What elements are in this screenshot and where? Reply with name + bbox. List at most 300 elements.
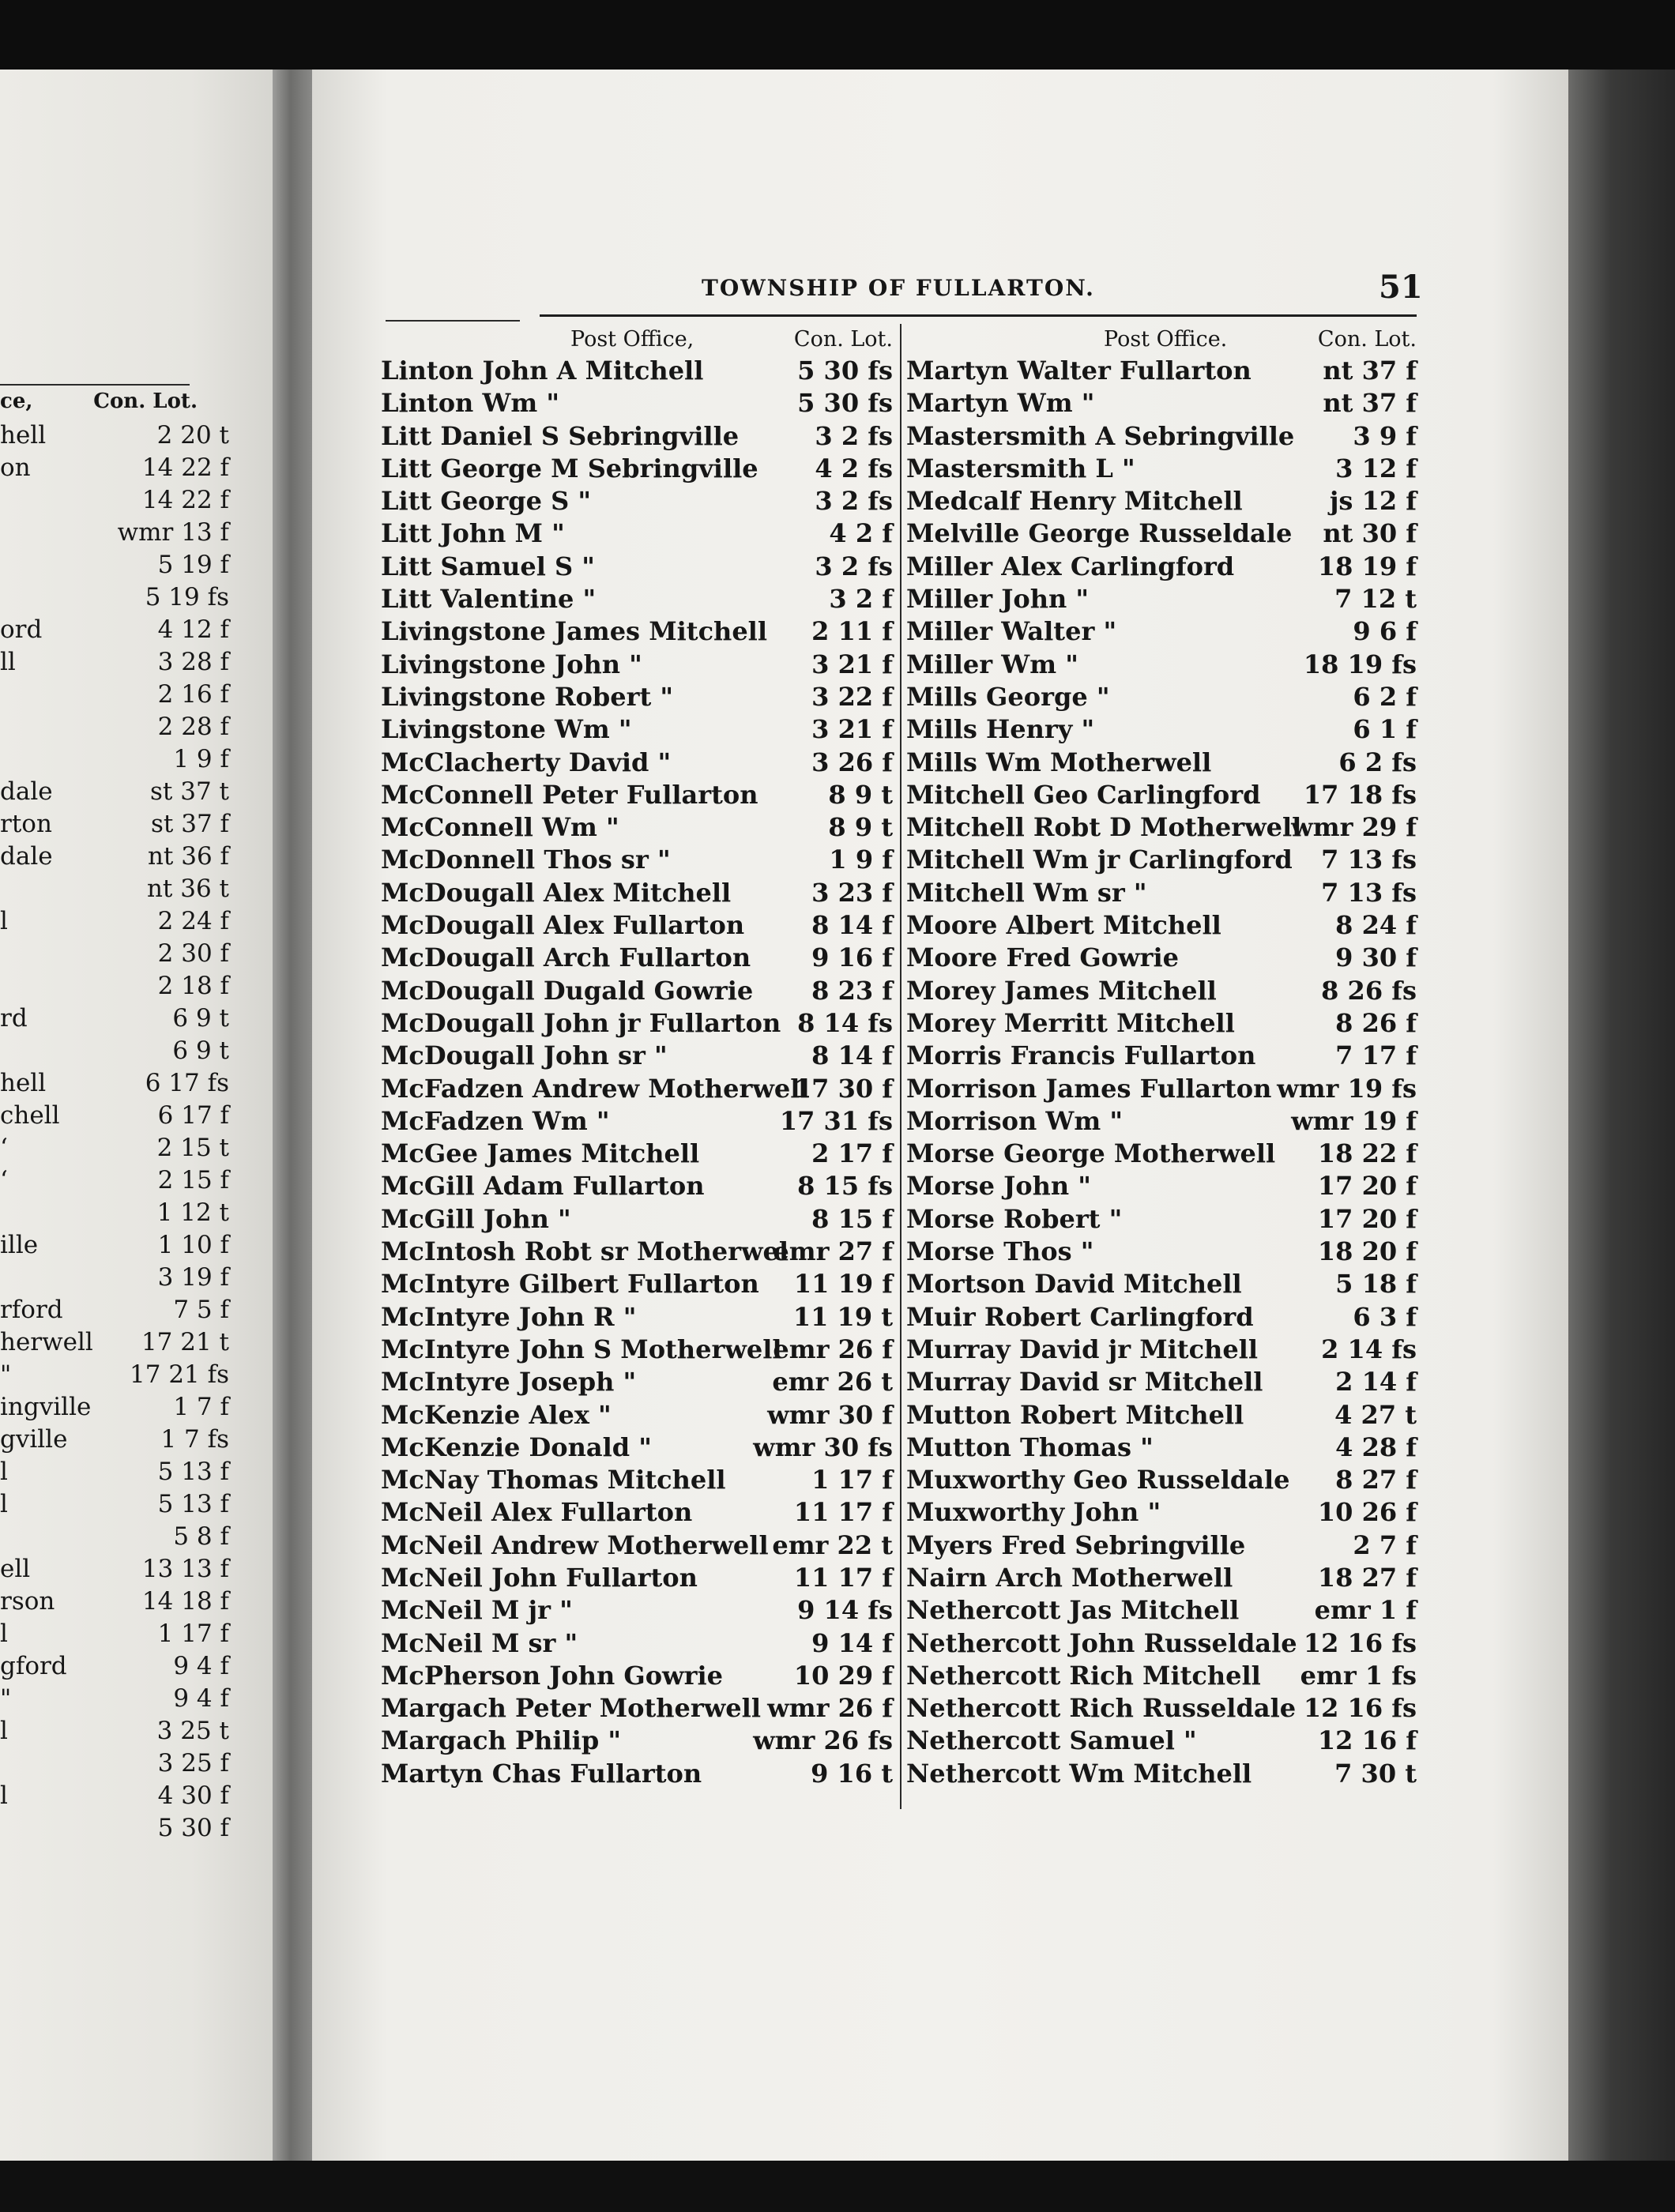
entry-con-lot: emr 26 t bbox=[772, 1367, 893, 1398]
entry-con-lot: 3 12 f bbox=[1335, 453, 1417, 483]
directory-entry bbox=[906, 584, 1417, 616]
entry-con-lot: 2 30 f bbox=[157, 939, 229, 968]
entry-con-lot: wmr 26 f bbox=[767, 1693, 893, 1724]
left-page-row bbox=[0, 1587, 229, 1620]
entry-con-lot: 4 27 t bbox=[1334, 1399, 1417, 1430]
entry-con-lot: 3 25 t bbox=[156, 1717, 229, 1745]
entry-fragment: ingville bbox=[0, 1393, 92, 1421]
entry-fragment: chell bbox=[0, 1101, 60, 1130]
directory-entry bbox=[906, 1400, 1417, 1432]
directory-entry bbox=[906, 1302, 1417, 1334]
entry-name: Muir Robert Carlingford bbox=[906, 1301, 1254, 1332]
entry-fragment: on bbox=[0, 453, 31, 482]
directory-entry bbox=[906, 1367, 1417, 1399]
directory-entry bbox=[906, 1595, 1417, 1627]
entry-con-lot: 3 9 f bbox=[1353, 420, 1417, 451]
left-page-row bbox=[0, 1620, 229, 1652]
entry-fragment: dale bbox=[0, 842, 53, 871]
con-lot-header: Con. Lot. bbox=[1317, 327, 1417, 352]
left-page-row bbox=[0, 1781, 229, 1814]
entry-name: Miller Walter " bbox=[906, 616, 1117, 647]
left-page-row bbox=[0, 1555, 229, 1587]
directory-entry bbox=[906, 714, 1417, 747]
entry-name: Melville George Russeldale bbox=[906, 518, 1293, 549]
entry-fragment: l bbox=[0, 1781, 8, 1810]
entry-con-lot: 11 19 t bbox=[792, 1301, 893, 1332]
entry-con-lot: emr 1 fs bbox=[1300, 1660, 1417, 1691]
entry-con-lot: 6 17 fs bbox=[145, 1069, 229, 1097]
entry-name: Mastersmith A Sebringville bbox=[906, 420, 1295, 451]
post-office-header: Post Office. bbox=[1104, 327, 1228, 352]
directory-entry bbox=[906, 1236, 1417, 1269]
entry-con-lot: 1 7 fs bbox=[160, 1425, 229, 1454]
directory-entry bbox=[906, 1432, 1417, 1465]
directory-entry bbox=[906, 1008, 1417, 1040]
directory-entry bbox=[381, 1693, 893, 1725]
directory-entry bbox=[381, 1138, 893, 1171]
entry-con-lot: 17 20 f bbox=[1317, 1203, 1417, 1234]
directory-entry bbox=[381, 878, 893, 910]
directory-entry bbox=[381, 1595, 893, 1627]
entry-con-lot: 7 17 f bbox=[1335, 1040, 1417, 1071]
directory-entry bbox=[381, 421, 893, 453]
entry-fragment: ‘ bbox=[0, 1134, 8, 1162]
entry-con-lot: nt 37 f bbox=[1323, 388, 1417, 419]
book-page-edge bbox=[1568, 70, 1675, 2161]
entry-con-lot: 17 21 t bbox=[141, 1328, 229, 1356]
entry-name: McFadzen Andrew Motherwell bbox=[381, 1073, 810, 1104]
directory-entry bbox=[381, 910, 893, 942]
left-page-row bbox=[0, 648, 229, 680]
entry-fragment: rton bbox=[0, 810, 52, 838]
entry-name: Morey James Mitchell bbox=[906, 975, 1217, 1006]
directory-entry bbox=[381, 1008, 893, 1040]
entry-con-lot: 9 16 t bbox=[811, 1758, 893, 1789]
entry-con-lot: wmr 19 f bbox=[1291, 1105, 1417, 1136]
column-header bbox=[906, 327, 1417, 356]
entry-name: Margach Peter Motherwell bbox=[381, 1693, 761, 1724]
left-page-row bbox=[0, 453, 229, 486]
left-page-row bbox=[0, 1425, 229, 1458]
left-page-row bbox=[0, 1684, 229, 1717]
entry-con-lot: 5 8 f bbox=[173, 1522, 229, 1551]
directory-entry bbox=[906, 1106, 1417, 1138]
entry-con-lot: 11 19 f bbox=[793, 1269, 893, 1300]
entry-name: McNeil M jr " bbox=[381, 1595, 573, 1626]
entry-con-lot: 8 15 fs bbox=[797, 1171, 893, 1202]
entry-con-lot: 6 2 f bbox=[1353, 681, 1417, 712]
entry-name: McIntyre John S Motherwell bbox=[381, 1334, 782, 1364]
directory-entry bbox=[381, 1367, 893, 1399]
directory-entry bbox=[906, 1530, 1417, 1563]
entry-name: Livingstone Wm " bbox=[381, 714, 632, 745]
left-page-row bbox=[0, 1749, 229, 1781]
directory-entry bbox=[381, 551, 893, 584]
directory-entry bbox=[381, 1074, 893, 1106]
entry-name: Nairn Arch Motherwell bbox=[906, 1562, 1233, 1593]
entry-con-lot: 8 26 f bbox=[1335, 1007, 1417, 1038]
entry-name: McNeil M sr " bbox=[381, 1627, 578, 1658]
directory-entry bbox=[381, 845, 893, 877]
entry-name: Nethercott Rich Russeldale bbox=[906, 1693, 1297, 1724]
directory-entry bbox=[381, 486, 893, 518]
directory-entry bbox=[906, 747, 1417, 780]
entry-con-lot: 4 28 f bbox=[1335, 1431, 1417, 1462]
entry-con-lot: 1 10 f bbox=[157, 1231, 229, 1259]
entry-con-lot: 10 26 f bbox=[1317, 1497, 1417, 1528]
entry-con-lot: 2 28 f bbox=[157, 713, 229, 741]
directory-entry bbox=[381, 388, 893, 420]
directory-entry bbox=[381, 356, 893, 388]
entry-con-lot: 7 30 t bbox=[1334, 1758, 1417, 1789]
entry-con-lot: js 12 f bbox=[1329, 486, 1417, 517]
entry-name: Mastersmith L " bbox=[906, 453, 1135, 483]
entry-con-lot: 17 21 fs bbox=[130, 1360, 229, 1389]
directory-entry bbox=[381, 616, 893, 649]
entry-con-lot: 17 20 f bbox=[1317, 1171, 1417, 1202]
entry-fragment: ille bbox=[0, 1231, 39, 1259]
directory-entry bbox=[906, 518, 1417, 551]
entry-name: Murray David jr Mitchell bbox=[906, 1334, 1258, 1364]
directory-entry bbox=[381, 649, 893, 682]
directory-entry bbox=[381, 1040, 893, 1073]
directory-entry bbox=[906, 1759, 1417, 1791]
entry-con-lot: 1 9 f bbox=[829, 845, 893, 875]
entry-name: Miller Alex Carlingford bbox=[906, 551, 1235, 581]
directory-entry bbox=[906, 1269, 1417, 1301]
left-page-row bbox=[0, 1717, 229, 1749]
entry-con-lot: 4 30 f bbox=[157, 1781, 229, 1810]
directory-entry bbox=[906, 1465, 1417, 1497]
entry-name: Litt Daniel S Sebringville bbox=[381, 420, 740, 451]
header-rule-short bbox=[386, 320, 520, 322]
entry-name: Morse Robert " bbox=[906, 1203, 1123, 1234]
directory-entry bbox=[381, 453, 893, 486]
entry-con-lot: 8 24 f bbox=[1335, 910, 1417, 941]
entry-fragment: l bbox=[0, 1717, 8, 1745]
entry-con-lot: emr 22 t bbox=[772, 1529, 893, 1560]
entry-con-lot: 17 30 f bbox=[793, 1073, 893, 1104]
entry-con-lot: 8 14 fs bbox=[797, 1007, 893, 1038]
entry-con-lot: 3 2 fs bbox=[815, 420, 893, 451]
entry-name: Linton Wm " bbox=[381, 388, 560, 419]
entry-name: Litt George S " bbox=[381, 486, 592, 517]
entry-name: Murray David sr Mitchell bbox=[906, 1367, 1263, 1398]
entry-name: Morrison Wm " bbox=[906, 1105, 1124, 1136]
left-page-header-conlot: Con. Lot. bbox=[93, 389, 198, 413]
entry-con-lot: 6 9 t bbox=[172, 1036, 229, 1065]
left-page-row bbox=[0, 1490, 229, 1522]
entry-name: Martyn Walter Fullarton bbox=[906, 356, 1252, 386]
left-page-row bbox=[0, 1004, 229, 1036]
entry-name: Nethercott Rich Mitchell bbox=[906, 1660, 1261, 1691]
directory-entry bbox=[906, 1628, 1417, 1661]
entry-name: McIntyre John R " bbox=[381, 1301, 637, 1332]
entry-con-lot: 3 21 f bbox=[811, 714, 893, 745]
directory-entry bbox=[906, 421, 1417, 453]
left-page-header-fragment: ce, bbox=[0, 389, 33, 413]
directory-entry bbox=[381, 1725, 893, 1758]
left-page-row bbox=[0, 1101, 229, 1134]
entry-con-lot: 8 27 f bbox=[1335, 1465, 1417, 1495]
entry-name: McNeil John Fullarton bbox=[381, 1562, 698, 1593]
entry-con-lot: 9 14 f bbox=[811, 1627, 893, 1658]
left-page-row bbox=[0, 1296, 229, 1328]
entry-fragment: " bbox=[0, 1360, 12, 1389]
directory-entry bbox=[906, 910, 1417, 942]
left-page-row bbox=[0, 1134, 229, 1166]
left-page-row bbox=[0, 1198, 229, 1231]
entry-con-lot: 9 4 f bbox=[173, 1652, 229, 1680]
entry-con-lot: 10 29 f bbox=[793, 1660, 893, 1691]
entry-con-lot: wmr 13 f bbox=[117, 518, 229, 547]
directory-entry bbox=[381, 518, 893, 551]
entry-name: McNay Thomas Mitchell bbox=[381, 1465, 726, 1495]
entry-con-lot: 6 1 f bbox=[1353, 714, 1417, 745]
entry-name: McConnell Wm " bbox=[381, 812, 619, 843]
left-page-row bbox=[0, 1166, 229, 1198]
directory-entry bbox=[381, 1432, 893, 1465]
directory-entry bbox=[906, 976, 1417, 1008]
entry-name: McDonnell Thos sr " bbox=[381, 845, 671, 875]
entry-con-lot: 9 4 f bbox=[173, 1684, 229, 1713]
left-page-row bbox=[0, 583, 229, 615]
entry-name: McGee James Mitchell bbox=[381, 1138, 700, 1169]
directory-entry bbox=[906, 453, 1417, 486]
directory-entry bbox=[906, 486, 1417, 518]
entry-con-lot: 5 30 fs bbox=[797, 356, 893, 386]
entry-name: Mortson David Mitchell bbox=[906, 1269, 1242, 1300]
entry-con-lot: st 37 t bbox=[150, 777, 229, 806]
entry-con-lot: 2 14 f bbox=[1335, 1367, 1417, 1398]
left-page-column-header bbox=[0, 389, 198, 416]
left-page-row bbox=[0, 1393, 229, 1425]
left-column-entries bbox=[381, 356, 893, 1791]
left-page-row bbox=[0, 421, 229, 453]
directory-entry bbox=[381, 747, 893, 780]
directory-entry bbox=[381, 1236, 893, 1269]
entry-name: Morse Thos " bbox=[906, 1236, 1094, 1267]
entry-con-lot: 7 13 fs bbox=[1321, 845, 1417, 875]
entry-con-lot: 7 5 f bbox=[173, 1296, 229, 1324]
directory-entry bbox=[381, 1497, 893, 1529]
left-page-row bbox=[0, 842, 229, 875]
entry-con-lot: 3 21 f bbox=[811, 649, 893, 679]
entry-name: Nethercott Samuel " bbox=[906, 1725, 1197, 1756]
directory-entry bbox=[906, 1204, 1417, 1236]
directory-entry bbox=[906, 616, 1417, 649]
left-page-row bbox=[0, 1458, 229, 1490]
entry-con-lot: 5 30 fs bbox=[797, 388, 893, 419]
entry-con-lot: 8 14 f bbox=[811, 910, 893, 941]
left-page-row bbox=[0, 1231, 229, 1263]
directory-entry bbox=[381, 1628, 893, 1661]
directory-entry bbox=[906, 1497, 1417, 1529]
entry-con-lot: 11 17 f bbox=[793, 1562, 893, 1593]
entry-con-lot: 6 2 fs bbox=[1338, 747, 1417, 777]
directory-entry bbox=[906, 1040, 1417, 1073]
entry-name: McIntyre Gilbert Fullarton bbox=[381, 1269, 759, 1300]
left-page-row bbox=[0, 713, 229, 745]
directory-entry bbox=[381, 1334, 893, 1367]
running-head: TOWNSHIP OF FULLARTON. bbox=[702, 275, 1095, 301]
entry-con-lot: 7 13 fs bbox=[1321, 877, 1417, 908]
entry-con-lot: 7 12 t bbox=[1334, 584, 1417, 615]
entry-con-lot: 6 3 f bbox=[1353, 1301, 1417, 1332]
entry-name: McDougall John jr Fullarton bbox=[381, 1007, 781, 1038]
left-page-row bbox=[0, 745, 229, 777]
entry-name: Martyn Chas Fullarton bbox=[381, 1758, 702, 1789]
entry-con-lot: 8 9 t bbox=[828, 812, 893, 843]
entry-con-lot: 17 18 fs bbox=[1303, 779, 1417, 810]
entry-con-lot: 2 15 f bbox=[157, 1166, 229, 1194]
directory-entry bbox=[381, 682, 893, 714]
entry-con-lot: wmr 30 fs bbox=[753, 1431, 893, 1462]
entry-name: Miller John " bbox=[906, 584, 1090, 615]
entry-con-lot: emr 27 f bbox=[773, 1236, 893, 1267]
left-page-row bbox=[0, 972, 229, 1004]
left-page-row bbox=[0, 810, 229, 842]
entry-fragment: l bbox=[0, 907, 8, 935]
entry-name: Mutton Robert Mitchell bbox=[906, 1399, 1244, 1430]
entry-con-lot: wmr 19 fs bbox=[1277, 1073, 1417, 1104]
entry-name: McIntyre Joseph " bbox=[381, 1367, 637, 1398]
entry-name: Litt Samuel S " bbox=[381, 551, 595, 581]
entry-name: Mitchell Robt D Motherwell bbox=[906, 812, 1302, 843]
directory-entry bbox=[906, 878, 1417, 910]
entry-fragment: l bbox=[0, 1620, 8, 1648]
directory-entry bbox=[906, 682, 1417, 714]
directory-entry bbox=[906, 356, 1417, 388]
entry-con-lot: 2 24 f bbox=[157, 907, 229, 935]
entry-con-lot: 14 22 f bbox=[141, 453, 229, 482]
entry-name: McConnell Peter Fullarton bbox=[381, 779, 758, 810]
directory-entry bbox=[381, 1563, 893, 1595]
directory-entry bbox=[906, 1725, 1417, 1758]
entry-con-lot: nt 36 t bbox=[146, 875, 229, 903]
entry-con-lot: nt 30 f bbox=[1323, 518, 1417, 549]
directory-entry bbox=[906, 1074, 1417, 1106]
entry-name: Margach Philip " bbox=[381, 1725, 621, 1756]
entry-con-lot: 12 16 fs bbox=[1303, 1627, 1417, 1658]
entry-fragment: ll bbox=[0, 648, 16, 676]
entry-con-lot: 8 15 f bbox=[811, 1203, 893, 1234]
entry-con-lot: 5 19 f bbox=[157, 551, 229, 579]
entry-fragment: hell bbox=[0, 421, 47, 450]
entry-con-lot: 14 22 f bbox=[141, 486, 229, 514]
entry-con-lot: 13 13 f bbox=[141, 1555, 229, 1583]
entry-fragment: dale bbox=[0, 777, 53, 806]
directory-entry bbox=[906, 780, 1417, 812]
entry-con-lot: 3 23 f bbox=[811, 877, 893, 908]
entry-con-lot: 5 13 f bbox=[157, 1490, 229, 1518]
entry-con-lot: 11 17 f bbox=[793, 1497, 893, 1528]
entry-name: McDougall Alex Mitchell bbox=[381, 877, 732, 908]
entry-con-lot: 5 13 f bbox=[157, 1458, 229, 1486]
entry-name: McKenzie Donald " bbox=[381, 1431, 652, 1462]
entry-name: Morrison James Fullarton bbox=[906, 1073, 1272, 1104]
entry-fragment: ord bbox=[0, 615, 43, 644]
entry-name: Morse George Motherwell bbox=[906, 1138, 1276, 1169]
left-page-row bbox=[0, 680, 229, 713]
column-divider bbox=[900, 324, 901, 1809]
entry-name: Litt John M " bbox=[381, 518, 565, 549]
directory-entry bbox=[381, 1269, 893, 1301]
entry-fragment: rd bbox=[0, 1004, 28, 1033]
scanner-bottom-border bbox=[0, 2161, 1675, 2212]
entry-name: McNeil Andrew Motherwell bbox=[381, 1529, 769, 1560]
entry-con-lot: 1 9 f bbox=[173, 745, 229, 773]
entry-name: Mills George " bbox=[906, 681, 1110, 712]
entry-con-lot: 3 22 f bbox=[811, 681, 893, 712]
entry-con-lot: 6 9 t bbox=[172, 1004, 229, 1033]
entry-con-lot: 12 16 fs bbox=[1303, 1693, 1417, 1724]
entry-con-lot: 18 20 f bbox=[1317, 1236, 1417, 1267]
entry-name: Muxworthy Geo Russeldale bbox=[906, 1465, 1290, 1495]
entry-name: Mills Wm Motherwell bbox=[906, 747, 1212, 777]
entry-fragment: " bbox=[0, 1684, 12, 1713]
directory-entry bbox=[381, 1400, 893, 1432]
entry-name: Martyn Wm " bbox=[906, 388, 1095, 419]
entry-name: Moore Albert Mitchell bbox=[906, 910, 1221, 941]
entry-con-lot: 2 16 f bbox=[157, 680, 229, 709]
entry-con-lot: 18 19 fs bbox=[1303, 649, 1417, 679]
directory-entry bbox=[906, 649, 1417, 682]
directory-entry bbox=[381, 780, 893, 812]
entry-name: Nethercott Jas Mitchell bbox=[906, 1595, 1240, 1626]
entry-con-lot: 2 7 f bbox=[1353, 1529, 1417, 1560]
directory-entry bbox=[906, 1171, 1417, 1203]
entry-con-lot: 9 14 fs bbox=[797, 1595, 893, 1626]
entry-con-lot: 5 19 fs bbox=[145, 583, 229, 611]
entry-name: Litt Valentine " bbox=[381, 584, 597, 615]
entry-con-lot: 3 28 f bbox=[157, 648, 229, 676]
entry-fragment: l bbox=[0, 1490, 8, 1518]
entry-fragment: gville bbox=[0, 1425, 68, 1454]
right-column-entries bbox=[906, 356, 1417, 1791]
entry-con-lot: 3 25 f bbox=[157, 1749, 229, 1778]
entry-con-lot: 5 18 f bbox=[1335, 1269, 1417, 1300]
entry-fragment: l bbox=[0, 1458, 8, 1486]
directory-entry bbox=[381, 714, 893, 747]
left-page-row bbox=[0, 777, 229, 810]
entry-name: Myers Fred Sebringville bbox=[906, 1529, 1246, 1560]
entry-con-lot: 3 2 fs bbox=[815, 551, 893, 581]
directory-entry bbox=[381, 1530, 893, 1563]
directory-entry bbox=[906, 812, 1417, 845]
entry-con-lot: nt 37 f bbox=[1323, 356, 1417, 386]
left-page-row bbox=[0, 1328, 229, 1360]
left-page-row bbox=[0, 518, 229, 551]
scanner-top-border bbox=[0, 0, 1675, 70]
entry-con-lot: 8 26 fs bbox=[1321, 975, 1417, 1006]
entry-name: Livingstone Robert " bbox=[381, 681, 674, 712]
entry-con-lot: 4 2 f bbox=[829, 518, 893, 549]
entry-fragment: rford bbox=[0, 1296, 63, 1324]
entry-con-lot: 1 17 f bbox=[157, 1620, 229, 1648]
left-page bbox=[0, 70, 273, 2161]
entry-name: McDougall Dugald Gowrie bbox=[381, 975, 754, 1006]
left-page-header-rule bbox=[0, 384, 190, 386]
directory-entry bbox=[381, 976, 893, 1008]
entry-con-lot: 2 20 t bbox=[156, 421, 229, 450]
entry-con-lot: 12 16 f bbox=[1317, 1725, 1417, 1756]
left-page-row bbox=[0, 551, 229, 583]
entry-con-lot: 2 11 f bbox=[811, 616, 893, 647]
left-page-row bbox=[0, 1522, 229, 1555]
left-page-rows bbox=[0, 421, 229, 1846]
directory-entry bbox=[381, 942, 893, 975]
